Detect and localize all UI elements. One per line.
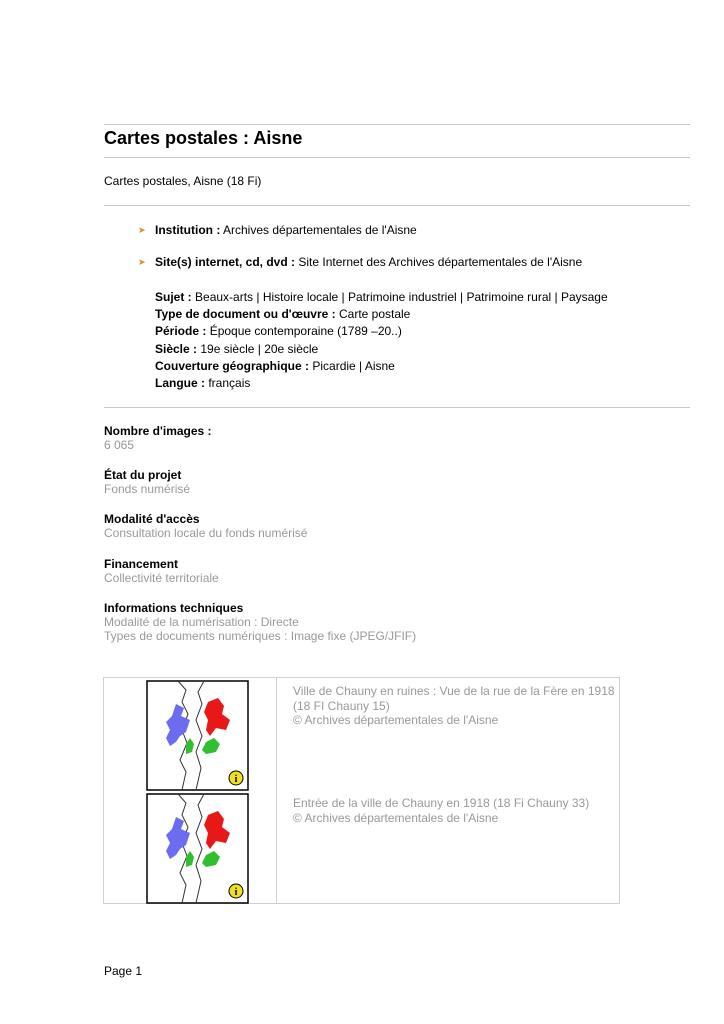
period-label: Période : [155,324,207,339]
subject-label: Sujet : [155,290,192,304]
language-row [155,375,608,392]
website-label: Site(s) internet, cd, dvd : [155,255,296,269]
tech-line1: Modalité de la numérisation : Directe [104,615,299,629]
century-value: 19e siècle | 20e siècle [200,341,319,356]
website-value[interactable]: Site Internet des Archives départementales de l'Aisne [298,255,583,269]
arrow-bullet-icon: ➤ [138,257,146,267]
images-label: Nombre d'images : [104,424,212,438]
tech-label: Informations techniques [104,601,244,615]
website-row [138,255,582,269]
caption-1 [293,684,623,728]
subtitle-rule [104,205,690,206]
caption-2-credit: © Archives départementales de l'Aisne [293,810,499,825]
period-row [155,323,608,340]
funding-label: Financement [104,557,179,571]
caption-1-title: Ville de Chauny en ruines : Vue de la rue de la Fère en 1918 [293,684,615,698]
info-icon: i [234,887,238,898]
info-icon: i [234,774,238,785]
access-value: Consultation locale du fonds numérisé [104,526,308,540]
access-label: Modalité d'accès [104,512,200,526]
images-value: 6 065 [104,438,135,452]
doctype-value: Carte postale [338,307,411,322]
subtitle: Cartes postales, Aisne (18 Fi) [104,174,262,188]
arrow-bullet-icon: ➤ [138,225,146,235]
caption-1-credit: © Archives départementales de l'Aisne [293,713,499,727]
top-rule [104,124,690,125]
period-value: Époque contemporaine (1789 –20..) [209,324,402,339]
institution-label: Institution : [155,223,221,237]
doctype-label: Type de document ou d'œuvre : [155,307,336,322]
metadata-block [155,289,608,392]
caption-2-title: Entrée de la ville de Chauny en 1918 (18 Fi Chauny 33) [293,796,590,810]
geo-row [155,358,608,375]
status-value: Fonds numérisé [104,482,191,496]
century-label: Siècle : [155,341,198,356]
title-rule [104,157,690,158]
institution-value: Archives départementales de l'Aisne [223,223,417,237]
tech-field [104,601,416,643]
doctype-row [155,306,608,323]
language-value: français [208,376,251,391]
subject-value: Beaux-arts | Histoire locale | Patrimoine industriel | Patrimoine rural | Paysage [195,290,608,304]
caption-1-ref: (18 FI Chauny 15) [293,698,390,713]
page-number: Page 1 [104,964,143,978]
access-field [104,512,307,540]
page-title: Cartes postales : Aisne [104,128,303,148]
map-thumbnail[interactable] [146,793,249,904]
institution-row [138,223,417,237]
language-label: Langue : [155,376,205,391]
geo-value: Picardie | Aisne [312,358,395,373]
geo-label: Couverture géographique : [155,358,310,373]
funding-value: Collectivité territoriale [104,571,219,585]
status-label: État du projet [104,468,182,482]
meta-rule [104,407,690,408]
tech-line2: Types de documents numériques : Image fixe (JPEG/JFIF) [104,629,417,643]
funding-field [104,557,219,585]
images-field [104,424,212,452]
caption-2 [293,796,623,825]
subject-row [155,289,608,306]
century-row [155,341,608,358]
map-thumbnail[interactable] [146,680,249,791]
status-field [104,468,190,496]
gallery-table [103,677,620,904]
